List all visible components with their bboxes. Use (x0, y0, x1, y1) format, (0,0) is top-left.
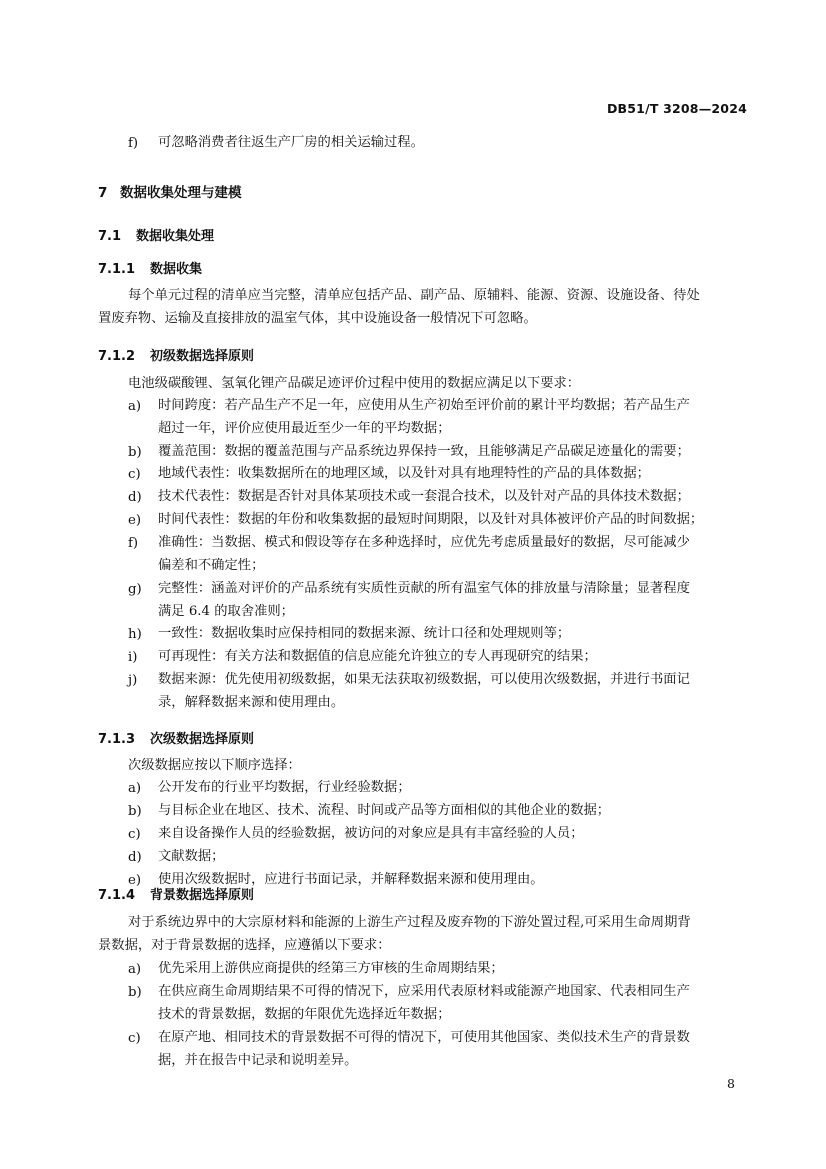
section-number: 7.1.1 (98, 262, 136, 277)
list-item-label: e) (128, 513, 142, 528)
section-heading-7-1-3 (98, 728, 254, 747)
list-item-text: 数据来源：优先使用初级数据，如果无法获取初级数据，可以使用次级数据，并进行书面记 (158, 672, 690, 687)
section-title: 数据收集处理 (136, 229, 215, 244)
list-item-label: c) (128, 827, 141, 842)
paragraph-line: 置废弃物、运输及直接排放的温室气体，其中设施设备一般情况下可忽略。 (98, 311, 537, 326)
section-heading-7-1-2 (98, 345, 254, 364)
list-item-label: a) (128, 781, 142, 796)
list-item-text: 技术代表性：数据是否针对具体某项技术或一套混合技术，以及针对产品的具体技术数据； (158, 489, 690, 504)
section-title: 数据收集处理与建模 (120, 185, 242, 201)
list-item-text: 录，解释数据来源和使用理由。 (158, 695, 345, 710)
list-item-label: h) (128, 627, 142, 642)
section-title: 数据收集 (150, 262, 203, 277)
list-item-label: j) (128, 673, 138, 688)
section-number: 7 (98, 185, 108, 201)
list-item-text: 地域代表性：收集数据所在的地理区域，以及针对具有地理特性的产品的具体数据； (158, 466, 650, 481)
list-item-text: 文献数据； (158, 849, 225, 864)
list-item-text: 覆盖范围：数据的覆盖范围与产品系统边界保持一致，且能够满足产品碳足迹量化的需要； (158, 444, 690, 459)
document-number: DB51/T 3208—2024 (606, 101, 747, 116)
list-item-label: e) (128, 873, 142, 888)
section-number: 7.1.4 (98, 888, 136, 903)
list-item-label: a) (128, 962, 142, 977)
list-item-label: a) (128, 399, 142, 414)
paragraph-line: 电池级碳酸锂、氢氧化锂产品碳足迹评价过程中使用的数据应满足以下要求： (128, 376, 581, 391)
list-item-text: 准确性：当数据、模式和假设等存在多种选择时，应优先考虑质量最好的数据，尽可能减少 (158, 535, 690, 550)
list-item-text: 偏差和不确定性； (158, 558, 265, 573)
list-item-label: d) (128, 490, 142, 505)
page-number: 8 (727, 1076, 735, 1091)
section-title: 次级数据选择原则 (150, 732, 255, 747)
list-item-text: 时间代表性：数据的年份和收集数据的最短时间期限，以及针对具体被评价产品的时间数据； (158, 512, 704, 527)
section-heading-7-1-1 (98, 258, 202, 277)
section-heading-7-1 (98, 225, 214, 244)
list-item-label: b) (128, 804, 142, 819)
list-item-text: 公开发布的行业平均数据，行业经验数据； (158, 780, 411, 795)
paragraph-line: 对于系统边界中的大宗原材料和能源的上游生产过程及废弃物的下游处置过程,可采用生命周期背 (128, 915, 691, 930)
section-heading-7-1-4 (98, 884, 254, 903)
list-item-text: 使用次级数据时，应进行书面记录，并解释数据来源和使用理由。 (158, 872, 544, 887)
list-item-label: b) (128, 445, 142, 460)
list-item-label: f) (128, 136, 139, 151)
list-item-text: 来自设备操作人员的经验数据，被访问的对象应是具有丰富经验的人员； (158, 826, 584, 841)
section-number: 7.1 (98, 229, 122, 244)
list-item-label: c) (128, 1031, 141, 1046)
paragraph-line: 每个单元过程的清单应当完整，清单应包括产品、副产品、原辅料、能源、资源、设施设备、待处 (128, 288, 700, 303)
list-item-text: 一致性：数据收集时应保持相同的数据来源、统计口径和处理规则等； (158, 626, 571, 641)
list-item-label: b) (128, 985, 142, 1000)
section-number: 7.1.3 (98, 732, 136, 747)
list-item-text: 完整性：涵盖对评价的产品系统有实质性贡献的所有温室气体的排放量与清除量；显著程度 (158, 581, 690, 596)
list-item-text: 时间跨度：若产品生产不足一年，应使用从生产初始至评价前的累计平均数据；若产品生产 (158, 398, 690, 413)
list-item-label: d) (128, 850, 142, 865)
list-item-label: g) (128, 582, 142, 597)
list-item-text: 超过一年，评价应使用最近至少一年的平均数据； (158, 421, 451, 436)
list-item-text: 满足 6.4 的取舍准则； (158, 604, 294, 619)
list-item-text: 在供应商生命周期结果不可得的情况下，应采用代表原材料或能源产地国家、代表相同生产 (158, 984, 690, 999)
list-item-label: c) (128, 467, 141, 482)
list-item-text: 据，并在报告中记录和说明差异。 (158, 1053, 358, 1068)
list-item-text: 可忽略消费者往返生产厂房的相关运输过程。 (158, 135, 424, 150)
list-item-text: 技术的背景数据，数据的年限优先选择近年数据； (158, 1007, 451, 1022)
paragraph-line: 景数据，对于背景数据的选择，应遵循以下要求： (98, 938, 391, 953)
list-item-label: i) (128, 650, 138, 665)
list-item-text: 优先采用上游供应商提供的经第三方审核的生命周期结果； (158, 961, 504, 976)
paragraph-line: 次级数据应按以下顺序选择： (128, 758, 301, 773)
section-title: 背景数据选择原则 (150, 888, 255, 903)
section-title: 初级数据选择原则 (150, 349, 255, 364)
list-item-label: f) (128, 536, 139, 551)
list-item-text: 与目标企业在地区、技术、流程、时间或产品等方面相似的其他企业的数据； (158, 803, 611, 818)
section-number: 7.1.2 (98, 349, 136, 364)
section-heading-7 (98, 181, 242, 201)
list-item-text: 可再现性：有关方法和数据值的信息应能允许独立的专人再现研究的结果； (158, 649, 597, 664)
list-item-text: 在原产地、相同技术的背景数据不可得的情况下，可使用其他国家、类似技术生产的背景数 (158, 1030, 690, 1045)
